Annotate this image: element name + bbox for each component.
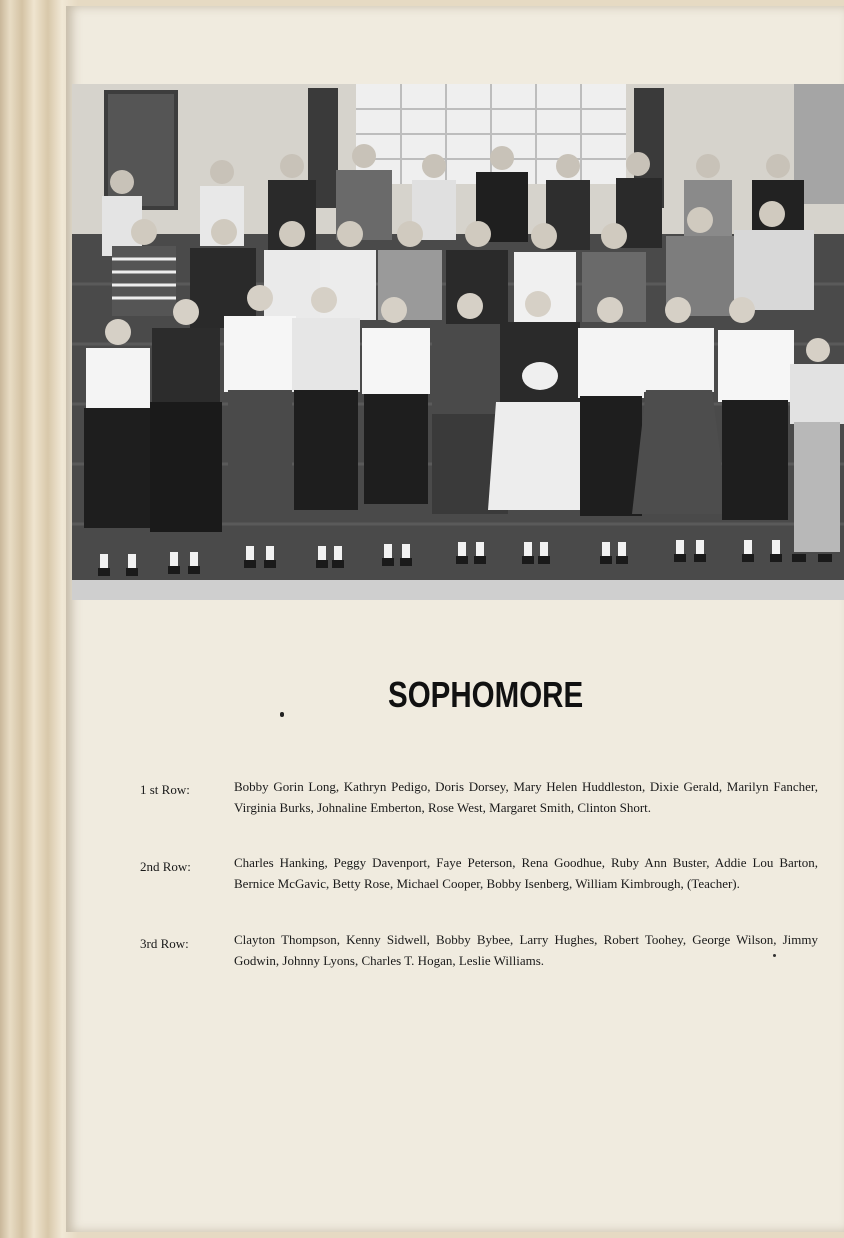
row-names-first: Bobby Gorin Long, Kathryn Pedigo, Doris Dorsey, Mary Helen Huddleston, Dixie Gerald, Marilyn Fancher, Virginia Burks, Johnaline Emberton, Rose West, Margaret Smith, Clinton Short. — [234, 779, 818, 815]
row-names-third: Clayton Thompson, Kenny Sidwell, Bobby Bybee, Larry Hughes, Robert Toohey, George Wilson, Jimmy Godwin, Johnny Lyons, Charles T. Hogan, Leslie Williams. — [234, 932, 818, 968]
class-photo — [72, 84, 844, 600]
page-title: SOPHOMORE — [388, 674, 584, 715]
row-label-second: 2nd Row: — [140, 859, 191, 874]
row-label-third: 3rd Row: — [140, 936, 189, 951]
ink-speck — [773, 954, 776, 957]
row-names-second: Charles Hanking, Peggy Davenport, Faye Peterson, Rena Goodhue, Ruby Ann Buster, Addie Lou Barton, Bernice McGavic, Betty Rose, Michael Cooper, Bobby Isenberg, William Kimbrough, (Teacher). — [234, 855, 818, 891]
ink-dot — [280, 712, 284, 717]
row-label-first: 1 st Row: — [140, 782, 190, 797]
